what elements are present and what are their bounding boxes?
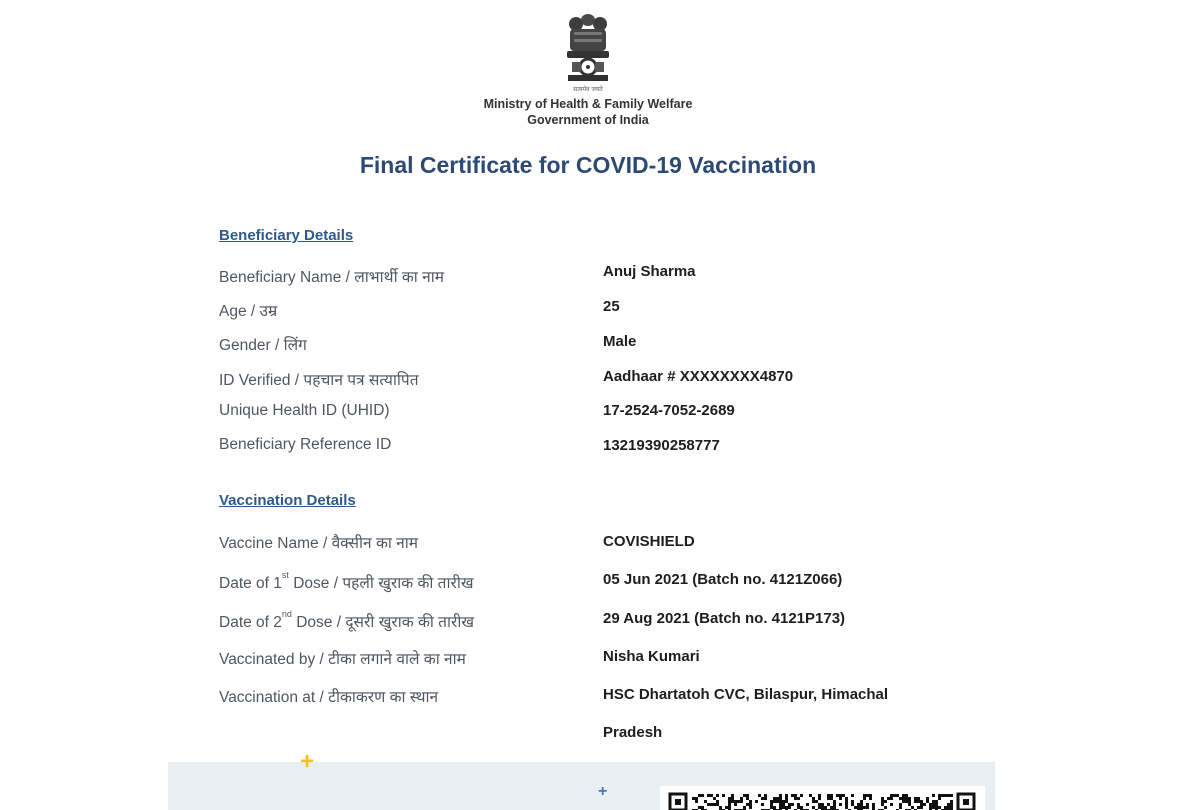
gender-value: Male xyxy=(603,333,637,350)
dose2-label-suffix: Dose / दूसरी खुराक की तारीख xyxy=(291,614,475,631)
page-title: Final Certificate for COVID-19 Vaccination xyxy=(359,152,817,178)
id-verified-label: ID Verified / पहचान पत्र सत्यापित xyxy=(219,372,419,389)
national-emblem xyxy=(560,10,616,94)
beneficiary-details-heading: Beneficiary Details xyxy=(219,227,354,244)
uhid-label: Unique Health ID (UHID) xyxy=(219,402,390,419)
vaccination-site-value-line2: Pradesh xyxy=(603,724,663,741)
government-name: Government of India xyxy=(527,113,649,127)
blue-plus-icon: + xyxy=(598,783,608,800)
dose2-ordinal-suffix: nd xyxy=(281,609,292,619)
dose1-ordinal-suffix: st xyxy=(281,570,289,580)
vaccine-name-value: COVISHIELD xyxy=(603,533,695,550)
svg-text:सत्यमेव जयते: सत्यमेव जयते xyxy=(573,86,603,93)
beneficiary-name-value: Anuj Sharma xyxy=(603,263,696,280)
dose1-date-label xyxy=(219,571,474,593)
dose1-date-value: 05 Jun 2021 (Batch no. 4121Z066) xyxy=(603,571,843,588)
vaccination-site-value-line1: HSC Dhartatoh CVC, Bilaspur, Himachal xyxy=(603,686,889,703)
age-label: Age / उम्र xyxy=(219,303,278,320)
reference-id-value: 13219390258777 xyxy=(603,437,720,454)
uhid-value: 17-2524-7052-2689 xyxy=(603,402,735,419)
vaccination-site-label: Vaccination at / टीकाकरण का स्थान xyxy=(219,689,439,706)
qr-code xyxy=(660,786,985,810)
vaccinated-by-label: Vaccinated by / टीका लगाने वाले का नाम xyxy=(219,651,466,668)
dose2-label-prefix: Date of 2 xyxy=(219,614,282,631)
dose1-label-prefix: Date of 1 xyxy=(219,575,282,592)
vaccination-details-heading: Vaccination Details xyxy=(219,492,356,509)
qr-code-icon xyxy=(660,786,985,810)
beneficiary-name-label: Beneficiary Name / लाभार्थी का नाम xyxy=(219,269,445,286)
ministry-name: Ministry of Health & Family Welfare xyxy=(483,97,693,111)
gender-label: Gender / लिंग xyxy=(219,337,307,354)
dose2-date-value: 29 Aug 2021 (Batch no. 4121P173) xyxy=(603,610,846,627)
dose2-date-label xyxy=(219,610,474,632)
vaccine-name-label: Vaccine Name / वैक्सीन का नाम xyxy=(219,535,419,552)
ashoka-emblem-icon xyxy=(560,10,616,94)
id-verified-value: Aadhaar # XXXXXXXX4870 xyxy=(603,368,794,385)
age-value: 25 xyxy=(603,298,620,315)
yellow-plus-icon: + xyxy=(300,748,315,775)
vaccinated-by-value: Nisha Kumari xyxy=(603,648,700,665)
reference-id-label: Beneficiary Reference ID xyxy=(219,436,392,453)
dose1-label-suffix: Dose / पहली खुराक की तारीख xyxy=(288,575,474,592)
